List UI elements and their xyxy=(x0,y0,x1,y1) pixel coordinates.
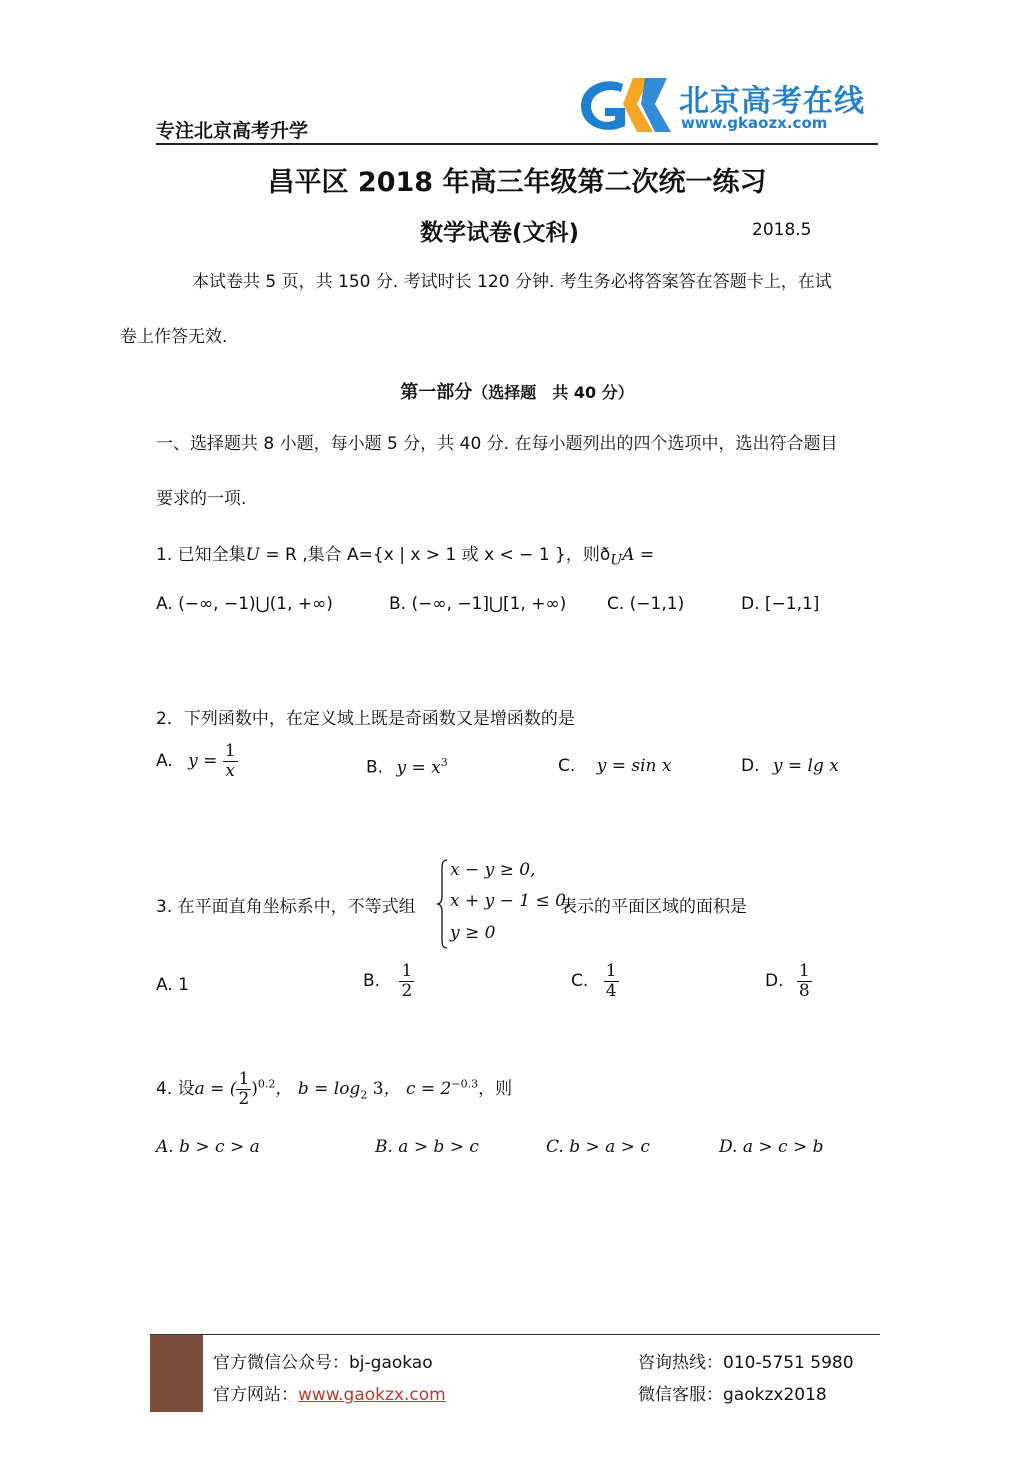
q1-set: A={x | x > 1 或 x < − 1 } xyxy=(347,545,566,565)
question-4-option-c[interactable]: C. b > a > c xyxy=(546,1137,650,1157)
question-1-option-c[interactable]: C. (−1,1) xyxy=(607,594,685,614)
question-4-stem xyxy=(156,1070,512,1108)
q4-b-expr: ， b = log xyxy=(275,1079,361,1100)
q4-end: ，则 xyxy=(478,1079,513,1100)
footer-service xyxy=(638,1380,827,1405)
q2-d-expr: y = lg x xyxy=(772,756,839,776)
question-3-stem-prefix: 3. 在平面直角坐标系中，不等式组 xyxy=(156,897,416,917)
footer-hotline-label: 咨询热线： xyxy=(638,1353,723,1373)
exam-date: 2018.5 xyxy=(752,220,812,240)
question-2-stem: 2．下列函数中，在定义域上既是奇函数又是增函数的是 xyxy=(156,709,575,729)
q1-sub: U xyxy=(610,552,623,569)
q1-mid: ,集合 xyxy=(296,545,348,565)
intro-line-1: 本试卷共 5 页，共 150 分. 考试时长 120 分钟. 考生务必将答案答在答题卡上，在试 xyxy=(192,272,832,292)
question-2-option-c[interactable] xyxy=(558,756,671,776)
question-3-option-b[interactable] xyxy=(363,962,414,1000)
question-4-option-a[interactable]: A. b > c > a xyxy=(156,1137,260,1157)
question-4-option-b[interactable]: B. a > b > c xyxy=(375,1137,479,1157)
q2-c-expr: y = sin x xyxy=(596,756,672,776)
intro-paragraph xyxy=(120,255,878,365)
q4-a-sup: 0.2 xyxy=(257,1077,276,1091)
q4-c-expr: ， c = 2 xyxy=(383,1079,452,1100)
footer-wechat xyxy=(213,1348,433,1373)
question-2-option-b[interactable] xyxy=(366,756,448,778)
question-2-option-d[interactable] xyxy=(741,756,839,776)
q1-u: U xyxy=(245,545,260,565)
q4-a-lhs: a = ( xyxy=(194,1079,237,1100)
left-brace-icon xyxy=(436,858,448,950)
q1-tail: A = xyxy=(622,545,655,565)
header-divider xyxy=(156,143,878,145)
q2-a-fraction: $\frac{1}{x}$ xyxy=(224,741,236,781)
q4-b-sub: 2 xyxy=(360,1088,368,1102)
q3-d-label: D. xyxy=(765,971,784,992)
q3-c-label: C. xyxy=(571,971,589,992)
footer-site xyxy=(213,1380,446,1405)
footer-wechat-value: bj-gaokao xyxy=(349,1353,433,1373)
question-1-option-b[interactable]: B. (−∞, −1]⋃[1, +∞) xyxy=(389,594,567,614)
q4-a-rp: ) xyxy=(251,1079,258,1100)
footer-site-link[interactable]: www.gaokzx.com xyxy=(298,1385,446,1405)
q2-d-label: D. xyxy=(741,756,760,776)
logo-url: www.gkaozx.com xyxy=(681,114,828,132)
q2-b-expr: y = x xyxy=(396,757,441,778)
inequality-2: x + y − 1 ≤ 0, xyxy=(450,891,572,911)
q2-c-label: C. xyxy=(558,756,576,776)
question-3-option-c[interactable] xyxy=(571,962,619,1000)
q2-a-label: A. xyxy=(156,751,173,772)
question-1-option-a[interactable]: A. (−∞, −1)⋃(1, +∞) xyxy=(156,594,333,614)
brand-logo xyxy=(575,74,875,136)
q1-prefix: 1. 已知全集 xyxy=(156,545,246,565)
q4-b-tail: 3 xyxy=(367,1079,384,1100)
q4-prefix: 4. 设 xyxy=(156,1079,195,1100)
q3-d-fraction: $\frac{1}{8}$ xyxy=(798,961,810,1001)
q1-end: ，则ð xyxy=(565,545,611,565)
footer-hotline-value: 010-5751 5980 xyxy=(723,1353,854,1373)
inequality-3: y ≥ 0 xyxy=(450,923,496,943)
footer-hotline xyxy=(638,1348,854,1373)
footer-site-label: 官方网站： xyxy=(213,1385,298,1405)
footer-service-label: 微信客服： xyxy=(638,1385,723,1405)
q2-a-lhs: y = xyxy=(188,751,218,772)
question-1-option-d[interactable]: D. [−1,1] xyxy=(741,594,820,614)
q4-c-sup: −0.3 xyxy=(451,1077,479,1091)
exam-title: 昌平区 2018 年高三年级第二次统一练习 xyxy=(267,167,767,198)
q3-b-label: B. xyxy=(363,971,381,992)
q3-b-fraction: $\frac{1}{2}$ xyxy=(401,961,413,1001)
intro-line-2: 卷上作答无效. xyxy=(120,327,228,347)
q3-c-fraction: $\frac{1}{4}$ xyxy=(605,961,617,1001)
footer-color-block xyxy=(150,1335,203,1412)
q4-a-fraction: $\frac{1}{2}$ xyxy=(238,1069,250,1109)
question-4-option-d[interactable]: D. a > c > b xyxy=(719,1137,824,1157)
question-2-option-a[interactable] xyxy=(156,742,238,780)
question-3-option-a[interactable]: A. 1 xyxy=(156,975,189,995)
instructions-paragraph xyxy=(156,417,878,527)
instructions-line-1: 一、选择题共 8 小题，每小题 5 分，共 40 分. 在每小题列出的四个选项中，选出符合题目 xyxy=(156,434,838,454)
question-3-option-d[interactable] xyxy=(765,962,812,1000)
q2-b-label: B. xyxy=(366,757,384,778)
section-note: （选择题 共 40 分） xyxy=(472,383,634,402)
gk-logo-icon xyxy=(575,74,675,136)
q2-b-sup: 3 xyxy=(440,756,448,769)
instructions-line-2: 要求的一项. xyxy=(156,489,247,509)
exam-subtitle: 数学试卷(文科) xyxy=(420,220,580,246)
question-1-stem xyxy=(156,540,654,568)
header-slogan: 专注北京高考升学 xyxy=(156,120,309,142)
logo-text: 北京高考在线 xyxy=(679,84,865,119)
q1-eq: = R xyxy=(259,545,297,565)
section-heading xyxy=(0,378,1034,404)
footer-divider xyxy=(150,1334,880,1335)
footer-service-value: gaokzx2018 xyxy=(723,1385,827,1405)
section-title: 第一部分 xyxy=(400,382,473,403)
question-3-stem-suffix: 表示的平面区域的面积是 xyxy=(560,897,747,917)
inequality-1: x − y ≥ 0, xyxy=(450,860,536,880)
footer-wechat-label: 官方微信公众号： xyxy=(213,1353,349,1373)
